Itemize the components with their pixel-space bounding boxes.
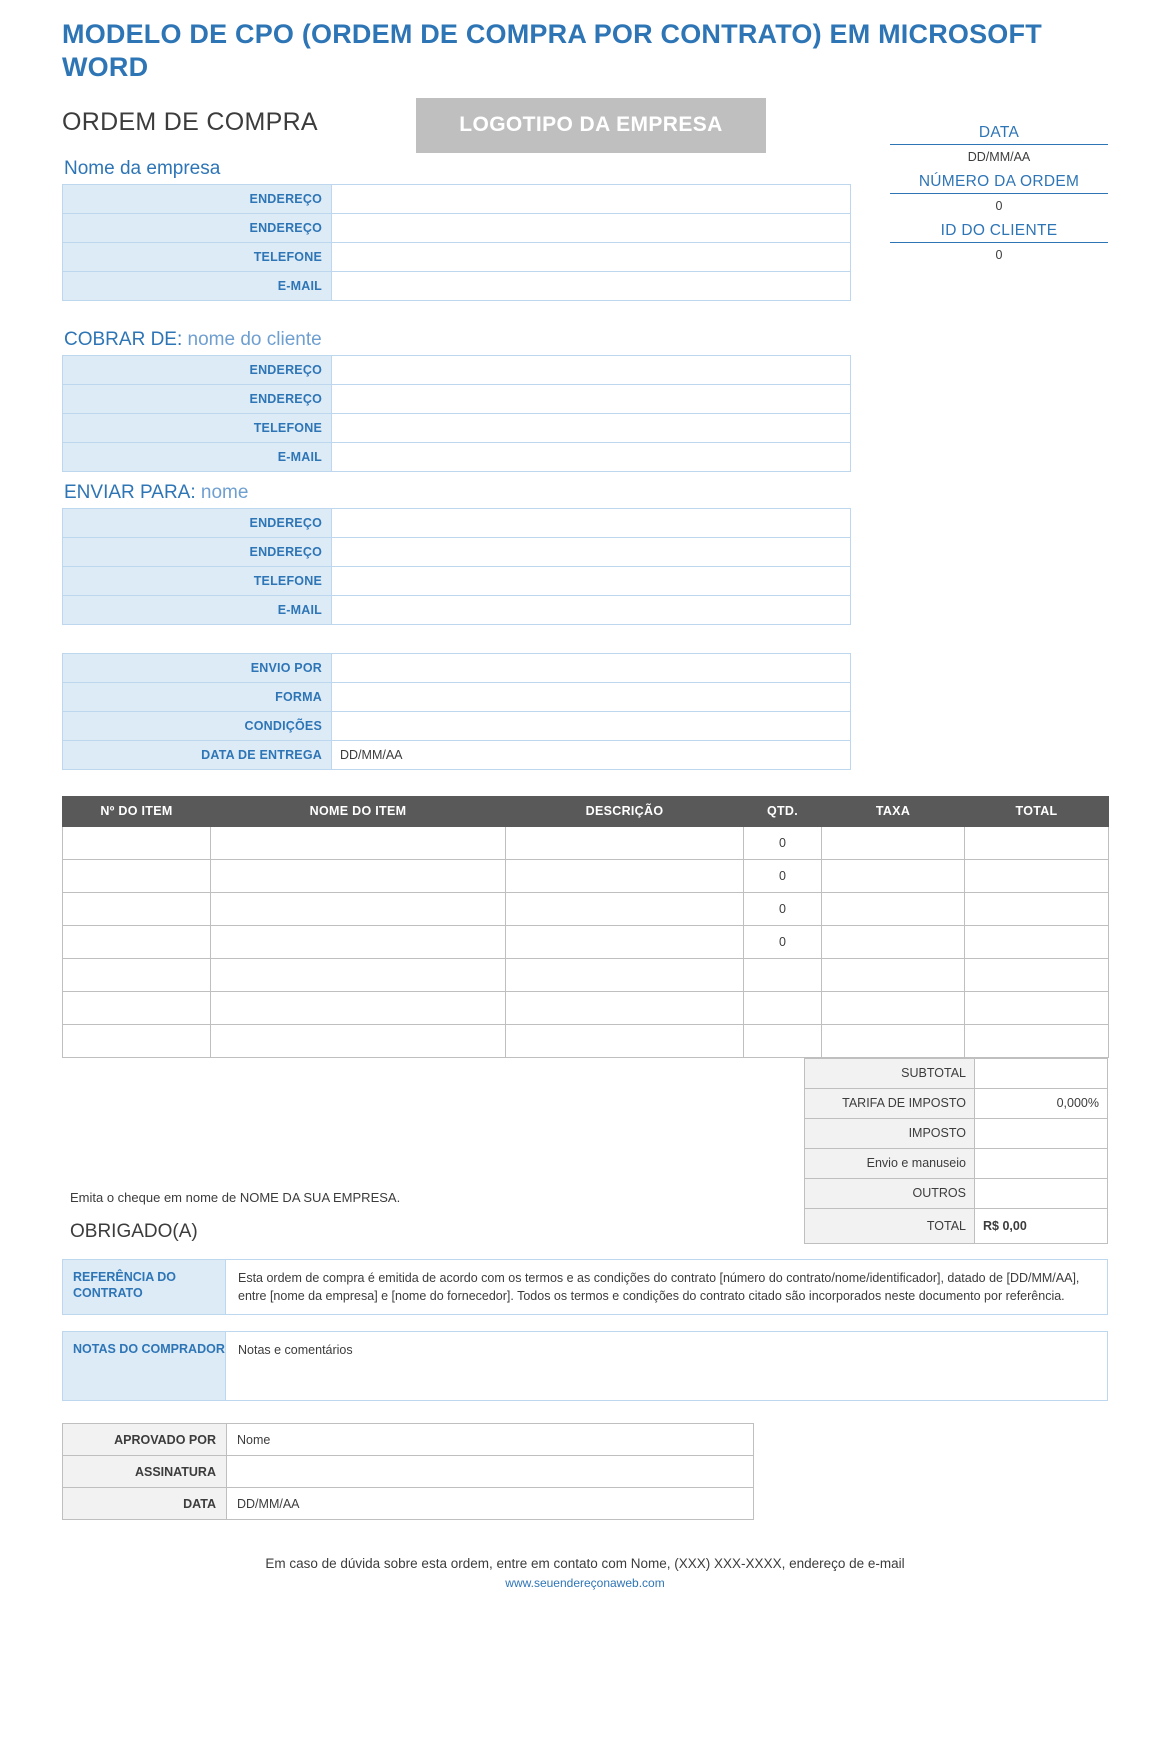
item-description-cell[interactable] <box>506 991 744 1024</box>
col-item-number: Nº DO ITEM <box>63 796 211 826</box>
ship-via-label: ENVIO POR <box>63 653 332 682</box>
line-items-table <box>62 796 1109 1058</box>
footer-website-link[interactable]: www.seuendereçonaweb.com <box>505 1576 665 1591</box>
table-row <box>805 1208 1108 1243</box>
item-rate-cell[interactable] <box>822 892 965 925</box>
bill-to-heading-suffix: nome do cliente <box>182 328 322 350</box>
shipping-handling-value[interactable] <box>975 1148 1108 1178</box>
footer-contact-text: Em caso de dúvida sobre esta ordem, entre em contato com Nome, (XXX) XXX-XXXX, endereço de e-mail <box>265 1556 905 1572</box>
item-name-cell[interactable] <box>211 826 506 859</box>
col-quantity: QTD. <box>744 796 822 826</box>
buyer-notes-label: NOTAS DO COMPRADOR <box>63 1332 226 1401</box>
table-row <box>63 826 1109 859</box>
item-qty-cell[interactable] <box>744 958 822 991</box>
customer-id-label: ID DO CLIENTE <box>890 222 1108 243</box>
table-row <box>63 653 851 682</box>
item-description-cell[interactable] <box>506 892 744 925</box>
table-row <box>63 355 851 384</box>
table-row <box>63 1424 754 1456</box>
ship-to-fields-table <box>62 508 851 625</box>
col-item-name: NOME DO ITEM <box>211 796 506 826</box>
tax-rate-label: TARIFA DE IMPOSTO <box>805 1088 975 1118</box>
item-number-cell[interactable] <box>63 925 211 958</box>
ship-to-heading <box>64 482 1108 504</box>
billto-address2-value[interactable] <box>332 384 851 413</box>
table-row <box>63 413 851 442</box>
col-rate: TAXA <box>822 796 965 826</box>
payment-notes <box>62 1058 762 1243</box>
table-row <box>63 384 851 413</box>
item-total-cell[interactable] <box>965 892 1109 925</box>
item-number-cell[interactable] <box>63 1024 211 1057</box>
company-logo-placeholder: LOGOTIPO DA EMPRESA <box>416 98 766 153</box>
signature-value[interactable] <box>227 1456 754 1488</box>
grand-total-value: R$ 0,00 <box>975 1208 1108 1243</box>
table-row <box>63 740 851 769</box>
shipto-phone-label: TELEFONE <box>63 566 332 595</box>
other-value[interactable] <box>975 1178 1108 1208</box>
bill-to-heading <box>64 329 1108 351</box>
item-total-cell[interactable] <box>965 1024 1109 1057</box>
table-row <box>63 537 851 566</box>
terms-label: CONDIÇÕES <box>63 711 332 740</box>
item-qty-cell[interactable] <box>744 1024 822 1057</box>
billto-email-label: E-MAIL <box>63 442 332 471</box>
table-row <box>63 682 851 711</box>
tax-label: IMPOSTO <box>805 1118 975 1148</box>
item-total-cell[interactable] <box>965 991 1109 1024</box>
approval-date-label: DATA <box>63 1488 227 1520</box>
table-row <box>63 1259 1108 1314</box>
item-rate-cell[interactable] <box>822 826 965 859</box>
table-row <box>63 1332 1108 1401</box>
approved-by-value[interactable]: Nome <box>227 1424 754 1456</box>
company-fields-table <box>62 184 851 301</box>
date-value[interactable]: DD/MM/AA <box>967 149 1031 164</box>
contract-reference-block <box>62 1259 1108 1315</box>
delivery-date-value[interactable]: DD/MM/AA <box>332 740 851 769</box>
tax-value[interactable] <box>975 1118 1108 1148</box>
table-row <box>63 442 851 471</box>
shipto-address2-value[interactable] <box>332 537 851 566</box>
shipto-address2-label: ENDEREÇO <box>63 537 332 566</box>
approved-by-label: APROVADO POR <box>63 1424 227 1456</box>
item-total-cell[interactable] <box>965 859 1109 892</box>
shipto-email-label: E-MAIL <box>63 595 332 624</box>
item-name-cell[interactable] <box>211 1024 506 1057</box>
table-row <box>63 184 851 213</box>
item-rate-cell[interactable] <box>822 991 965 1024</box>
col-description: DESCRIÇÃO <box>506 796 744 826</box>
item-number-cell[interactable] <box>63 958 211 991</box>
page-title: MODELO DE CPO (ORDEM DE COMPRA POR CONTRATO) EM MICROSOFT WORD <box>62 19 1042 82</box>
buyer-notes-block <box>62 1331 1108 1401</box>
table-row <box>805 1178 1108 1208</box>
item-description-cell[interactable] <box>506 1024 744 1057</box>
item-qty-cell[interactable] <box>744 991 822 1024</box>
item-rate-cell[interactable] <box>822 925 965 958</box>
table-row <box>63 859 1109 892</box>
shipto-address1-label: ENDEREÇO <box>63 508 332 537</box>
delivery-date-label: DATA DE ENTREGA <box>63 740 332 769</box>
table-row <box>63 711 851 740</box>
date-label: DATA <box>890 124 1108 145</box>
table-row <box>805 1058 1108 1088</box>
company-address1-value[interactable] <box>332 184 851 213</box>
item-rate-cell[interactable] <box>822 859 965 892</box>
approval-date-value[interactable]: DD/MM/AA <box>227 1488 754 1520</box>
billto-phone-label: TELEFONE <box>63 413 332 442</box>
thank-you-text: OBRIGADO(A) <box>70 1220 198 1242</box>
billto-address1-label: ENDEREÇO <box>63 355 332 384</box>
item-name-cell[interactable] <box>211 925 506 958</box>
bill-to-fields-table <box>62 355 851 472</box>
table-row <box>63 958 1109 991</box>
company-email-value[interactable] <box>332 271 851 300</box>
cheque-instruction: Emita o cheque em nome de NOME DA SUA EMPRESA. <box>70 1189 401 1205</box>
item-rate-cell[interactable] <box>822 958 965 991</box>
item-rate-cell[interactable] <box>822 1024 965 1057</box>
approval-table <box>62 1423 754 1520</box>
shipping-handling-label: Envio e manuseio <box>805 1148 975 1178</box>
ship-via-value[interactable] <box>332 653 851 682</box>
company-address2-value[interactable] <box>332 213 851 242</box>
company-name-heading: Nome da empresa <box>64 157 221 179</box>
contract-reference-label: REFERÊNCIA DO CONTRATO <box>63 1259 226 1314</box>
item-qty-cell[interactable]: 0 <box>744 859 822 892</box>
item-description-cell[interactable] <box>506 826 744 859</box>
item-total-cell[interactable] <box>965 958 1109 991</box>
table-row <box>63 1488 754 1520</box>
col-total: TOTAL <box>965 796 1109 826</box>
shipto-address1-value[interactable] <box>332 508 851 537</box>
table-row <box>63 595 851 624</box>
table-row <box>805 1088 1108 1118</box>
tax-rate-value[interactable]: 0,000% <box>975 1088 1108 1118</box>
billto-phone-value[interactable] <box>332 413 851 442</box>
purchase-order-heading: ORDEM DE COMPRA <box>62 107 318 136</box>
subtotal-label: SUBTOTAL <box>805 1058 975 1088</box>
table-row <box>63 566 851 595</box>
company-email-label: E-MAIL <box>63 271 332 300</box>
document-footer <box>62 1556 1108 1590</box>
table-row <box>63 1456 754 1488</box>
fob-label: FORMA <box>63 682 332 711</box>
table-row <box>63 213 851 242</box>
item-qty-cell[interactable]: 0 <box>744 892 822 925</box>
item-name-cell[interactable] <box>211 892 506 925</box>
items-header-row <box>63 796 1109 826</box>
table-row <box>63 508 851 537</box>
billto-address2-label: ENDEREÇO <box>63 384 332 413</box>
item-description-cell[interactable] <box>506 859 744 892</box>
shipping-details-table <box>62 653 851 770</box>
item-number-cell[interactable] <box>63 859 211 892</box>
totals-table <box>804 1058 1108 1244</box>
other-label: OUTROS <box>805 1178 975 1208</box>
table-row <box>63 242 851 271</box>
company-phone-value[interactable] <box>332 242 851 271</box>
grand-total-label: TOTAL <box>805 1208 975 1243</box>
shipto-phone-value[interactable] <box>332 566 851 595</box>
table-row <box>805 1118 1108 1148</box>
table-row <box>805 1148 1108 1178</box>
item-number-cell[interactable] <box>63 892 211 925</box>
order-number-value[interactable]: 0 <box>995 198 1003 213</box>
item-name-cell[interactable] <box>211 859 506 892</box>
totals-section <box>62 1058 1108 1243</box>
item-description-cell[interactable] <box>506 925 744 958</box>
buyer-notes-text[interactable]: Notas e comentários <box>226 1332 1108 1401</box>
company-phone-label: TELEFONE <box>63 242 332 271</box>
item-description-cell[interactable] <box>506 958 744 991</box>
terms-value[interactable] <box>332 711 851 740</box>
item-number-cell[interactable] <box>63 991 211 1024</box>
table-row <box>63 925 1109 958</box>
item-name-cell[interactable] <box>211 991 506 1024</box>
bill-to-heading-prefix: COBRAR DE: <box>64 328 183 350</box>
item-name-cell[interactable] <box>211 958 506 991</box>
item-qty-cell[interactable]: 0 <box>744 925 822 958</box>
table-row <box>63 271 851 300</box>
company-address2-label: ENDEREÇO <box>63 213 332 242</box>
shipto-email-value[interactable] <box>332 595 851 624</box>
item-total-cell[interactable] <box>965 826 1109 859</box>
table-row <box>63 892 1109 925</box>
customer-id-value[interactable]: 0 <box>995 247 1003 262</box>
contract-reference-text[interactable]: Esta ordem de compra é emitida de acordo com os termos e as condições do contrato [número do contrato/nome/identificador], datado de [DD/MM/AA], entre [nome da empresa] e [nome do fornecedor]. Todos os termos e condições do contrato citado são incorporados neste documento por referência. <box>226 1259 1108 1314</box>
fob-value[interactable] <box>332 682 851 711</box>
order-meta-block <box>890 124 1108 271</box>
company-address1-label: ENDEREÇO <box>63 184 332 213</box>
table-row <box>63 991 1109 1024</box>
billto-address1-value[interactable] <box>332 355 851 384</box>
item-qty-cell[interactable]: 0 <box>744 826 822 859</box>
subtotal-value[interactable] <box>975 1058 1108 1088</box>
item-total-cell[interactable] <box>965 925 1109 958</box>
table-row <box>63 1024 1109 1057</box>
billto-email-value[interactable] <box>332 442 851 471</box>
ship-to-heading-suffix: nome <box>195 481 249 503</box>
signature-label: ASSINATURA <box>63 1456 227 1488</box>
order-number-label: NÚMERO DA ORDEM <box>890 173 1108 194</box>
item-number-cell[interactable] <box>63 826 211 859</box>
ship-to-heading-prefix: ENVIAR PARA: <box>64 481 196 503</box>
